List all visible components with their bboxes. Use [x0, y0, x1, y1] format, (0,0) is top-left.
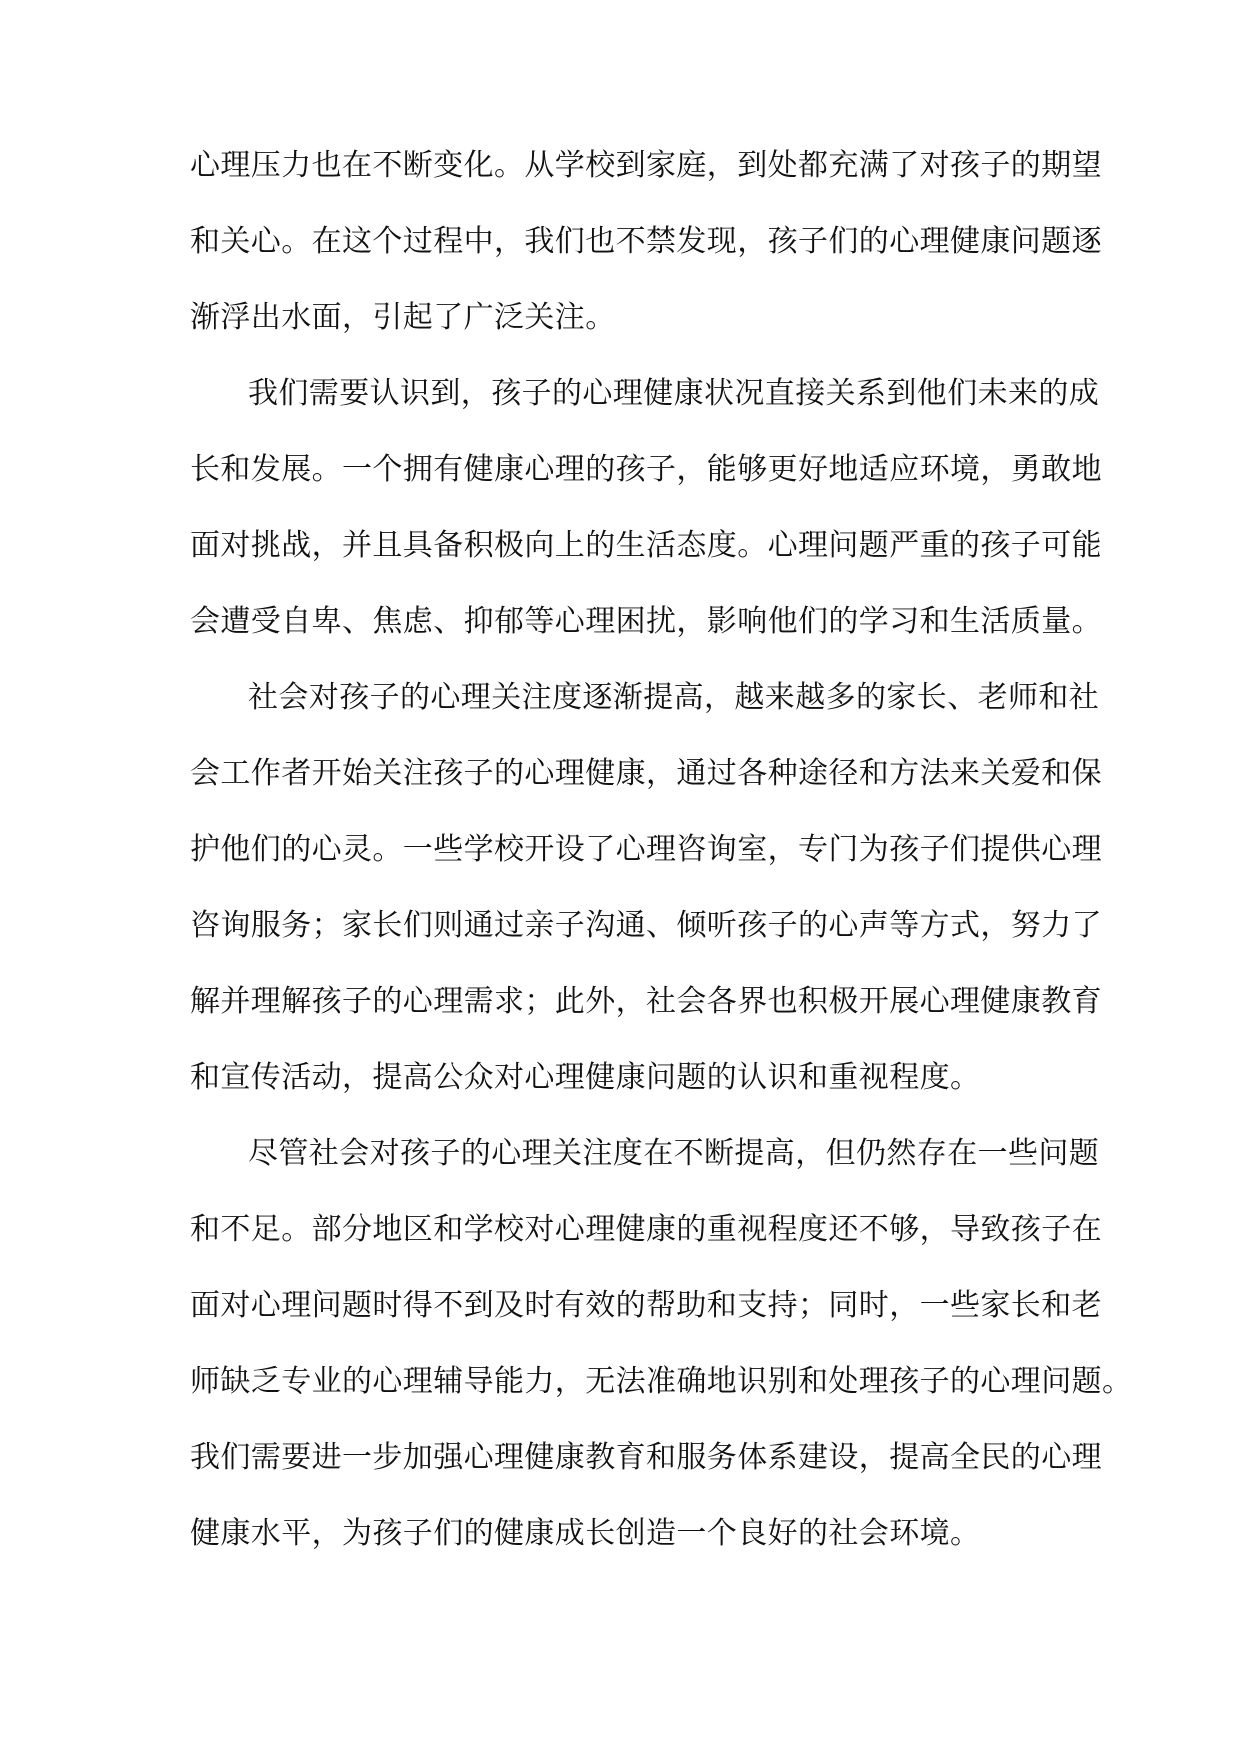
text-line: 健康水平，为孩子们的健康成长创造一个良好的社会环境。	[190, 1516, 981, 1551]
text-line: 面对挑战，并且具备积极向上的生活态度。心理问题严重的孩子可能	[190, 528, 1102, 563]
text-line: 和不足。部分地区和学校对心理健康的重视程度还不够，导致孩子在	[190, 1212, 1102, 1247]
document-body	[190, 144, 1133, 1588]
text-line: 心理压力也在不断变化。从学校到家庭，到处都充满了对孩子的期望	[190, 148, 1102, 183]
paragraph-first-line: 社会对孩子的心理关注度逐渐提高，越来越多的家长、老师和社	[248, 680, 1100, 715]
text-line: 师缺乏专业的心理辅导能力，无法准确地识别和处理孩子的心理问题。	[190, 1364, 1133, 1399]
text-line: 长和发展。一个拥有健康心理的孩子，能够更好地适应环境，勇敢地	[190, 452, 1102, 487]
text-line: 我们需要进一步加强心理健康教育和服务体系建设，提高全民的心理	[190, 1440, 1102, 1475]
text-line: 和关心。在这个过程中，我们也不禁发现，孩子们的心理健康问题逐	[190, 224, 1102, 259]
paragraph-first-line: 尽管社会对孩子的心理关注度在不断提高，但仍然存在一些问题	[248, 1136, 1100, 1171]
paragraph-first-line: 我们需要认识到，孩子的心理健康状况直接关系到他们未来的成	[248, 376, 1100, 411]
text-line: 会工作者开始关注孩子的心理健康，通过各种途径和方法来关爱和保	[190, 756, 1102, 791]
text-line: 护他们的心灵。一些学校开设了心理咨询室，专门为孩子们提供心理	[190, 832, 1102, 867]
text-line: 渐浮出水面，引起了广泛关注。	[190, 300, 616, 335]
text-line: 会遭受自卑、焦虑、抑郁等心理困扰，影响他们的学习和生活质量。	[190, 604, 1102, 639]
text-line: 咨询服务；家长们则通过亲子沟通、倾听孩子的心声等方式，努力了	[190, 908, 1102, 943]
text-line: 和宣传活动，提高公众对心理健康问题的认识和重视程度。	[190, 1060, 981, 1095]
text-line: 解并理解孩子的心理需求；此外，社会各界也积极开展心理健康教育	[190, 984, 1102, 1019]
text-line: 面对心理问题时得不到及时有效的帮助和支持；同时，一些家长和老	[190, 1288, 1102, 1323]
